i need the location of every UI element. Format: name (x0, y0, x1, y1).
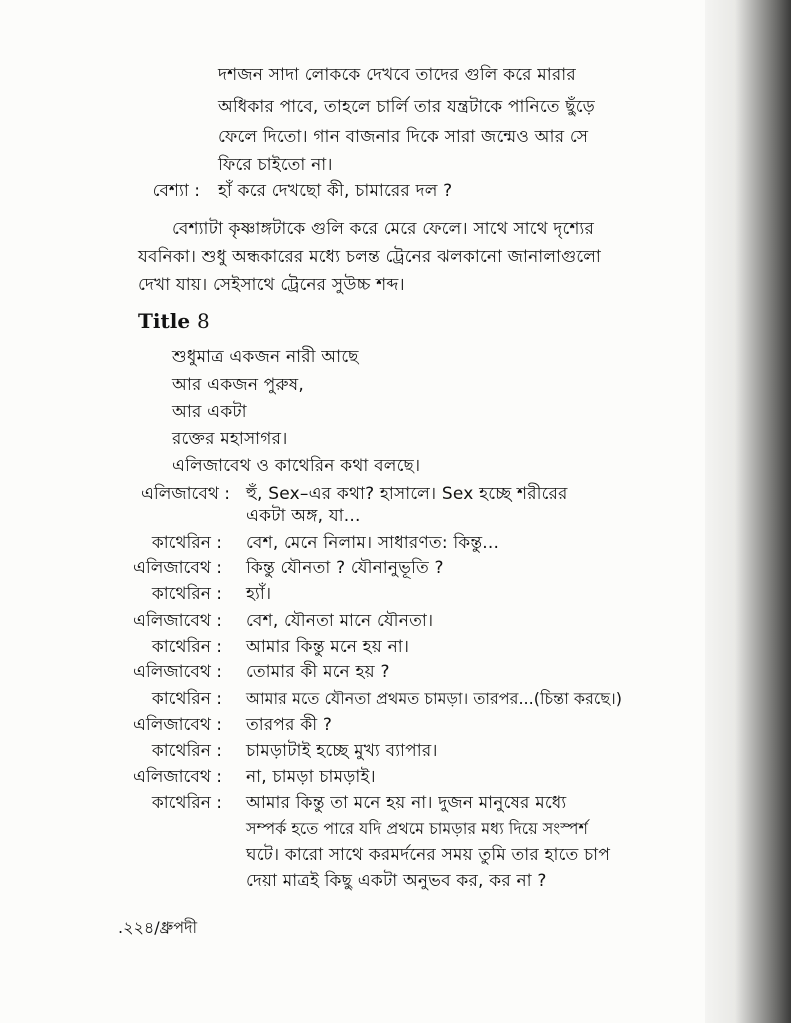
dialogue-line: না, চামড়া চামড়াই। (246, 767, 376, 787)
page-footer: .২২৪/ধ্রুপদী (118, 918, 198, 937)
dialogue-line: আমার কিন্তু মনে হয় না। (246, 637, 410, 657)
title-label: Title (138, 309, 191, 333)
dialogue-line: আমার মতে যৌনতা প্রথমত চামড়া। তারপর...(চিন্তা করছে।) (246, 689, 623, 708)
dialogue-line: সম্পর্ক হতে পারে যদি প্রথমে চামড়ার মধ্য দিয়ে সংস্পর্শ (246, 819, 589, 838)
dialogue-line: তোমার কী মনে হয় ? (246, 662, 390, 682)
verse-line: রক্তের মহাসাগর। (172, 429, 288, 449)
speaker-name: এলিজাবেথ : (132, 558, 222, 578)
paragraph-line: অধিকার পাবে, তাহলে চার্লি তার যন্ত্রটাকে পানিতে ছুঁড়ে (218, 97, 595, 117)
title-number: 8 (197, 309, 210, 333)
speaker-name: কাথেরিন : (151, 584, 222, 604)
verse-line: শুধুমাত্র একজন নারী আছে (172, 347, 359, 367)
verse-line: আর একজন পুরুষ, (172, 375, 304, 395)
paragraph-line: ফেলে দিতো। গান বাজনার দিকে সারা জন্মেও আর সে (218, 127, 589, 147)
dialogue-line: দেয়া মাত্রই কিছু একটা অনুভব কর, কর না ? (246, 871, 547, 891)
speaker-name: কাথেরিন : (151, 689, 222, 709)
stage-direction-line: যবনিকা। শুধু অন্ধকারের মধ্যে চলন্ত ট্রেনের ঝলকানো জানালাগুলো (138, 247, 602, 267)
speaker-name: বেশ্যা : (152, 181, 200, 201)
verse-line: এলিজাবেথ ও কাথেরিন কথা বলছে। (172, 456, 421, 476)
section-title (138, 309, 210, 333)
dialogue-line: বেশ, যৌনতা মানে যৌনতা। (246, 611, 434, 631)
speaker-name: এলিজাবেথ : (132, 662, 222, 682)
dialogue-line: হাঁ করে দেখছো কী, চামারের দল ? (218, 181, 453, 201)
dialogue-line: আমার কিন্তু তা মনে হয় না। দুজন মানুষের মধ্যে (246, 793, 567, 813)
binding-shadow (705, 0, 791, 1023)
dialogue-line: হ্যাঁ। (246, 584, 272, 604)
dialogue-line: ঘটে। কারো সাথে করমর্দনের সময় তুমি তার হাতে চাপ (246, 845, 611, 865)
verse-line: আর একটা (172, 402, 247, 422)
dialogue-line: বেশ, মেনে নিলাম। সাধারণত: কিন্তু... (246, 533, 500, 553)
speaker-name: কাথেরিন : (151, 637, 222, 657)
stage-direction-line: দেখা যায়। সেইসাথে ট্রেনের সুউচ্চ শব্দ। (138, 275, 405, 295)
stage-direction-line: বেশ্যাটা কৃষ্ণাঙ্গটাকে গুলি করে মেরে ফেলে। সাথে সাথে দৃশ্যের (172, 219, 595, 239)
paragraph-line: দশজন সাদা লোককে দেখবে তাদের গুলি করে মারার (218, 65, 576, 85)
dialogue-line: হুঁ, Sex–এর কথা? হাসালে। Sex হচ্ছে শরীরের (246, 484, 568, 504)
speaker-name: এলিজাবেথ : (132, 611, 222, 631)
speaker-name: কাথেরিন : (151, 533, 222, 553)
dialogue-line: তারপর কী ? (246, 715, 333, 735)
speaker-name: এলিজাবেথ : (132, 767, 222, 787)
speaker-name: কাথেরিন : (151, 793, 222, 813)
paragraph-line: ফিরে চাইতো না। (218, 155, 333, 175)
dialogue-line: চামড়াটাই হচ্ছে মুখ্য ব্যাপার। (246, 741, 438, 761)
speaker-name: এলিজাবেথ : (140, 484, 230, 504)
speaker-name: এলিজাবেথ : (132, 715, 222, 735)
dialogue-line: একটা অঙ্গ, যা... (246, 506, 361, 526)
speaker-name: কাথেরিন : (151, 741, 222, 761)
dialogue-line: কিন্তু যৌনতা ? যৌনানুভূতি ? (246, 558, 444, 578)
